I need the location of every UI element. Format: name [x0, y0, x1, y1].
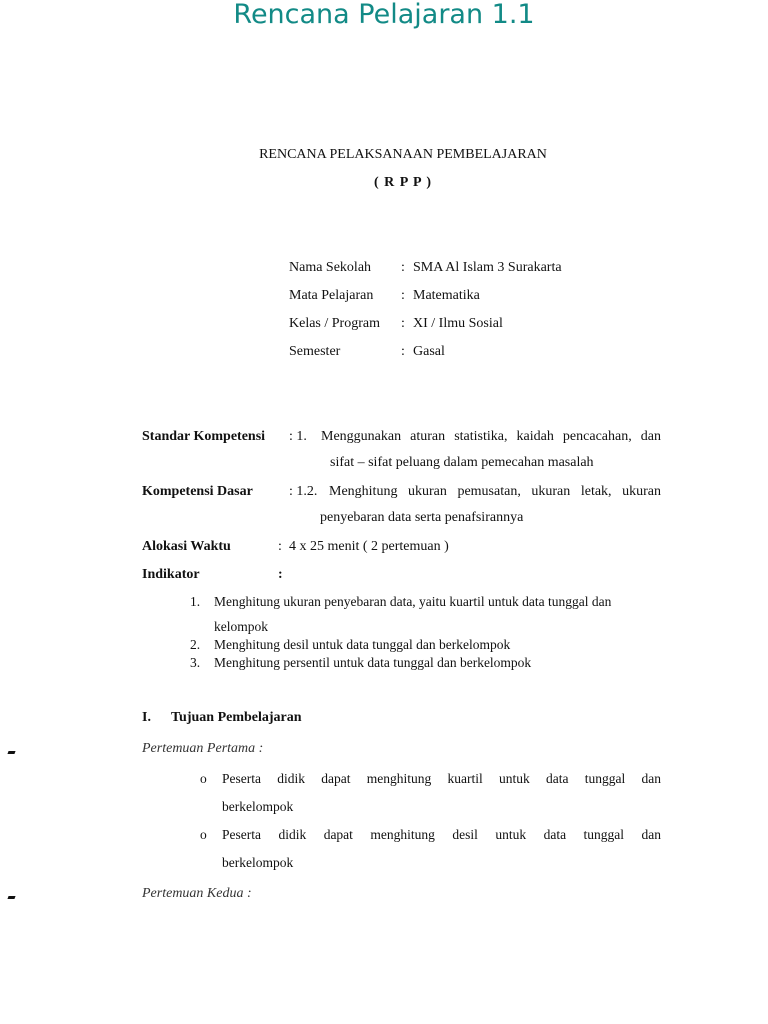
identity-label: Nama Sekolah: [289, 260, 372, 275]
standar-kompetensi-text: Menggunakan aturan statistika, kaidah pencacahan, dan: [321, 429, 661, 444]
list-item: Peserta didik dapat menghitung kuartil untuk data tunggal dan: [222, 771, 661, 786]
identity-value: SMA Al Islam 3 Surakarta: [413, 260, 562, 275]
identity-colon: :: [401, 288, 405, 303]
kompetensi-dasar-label: Kompetensi Dasar: [142, 484, 253, 499]
bullet-icon: o: [200, 827, 207, 842]
identity-value: Matematika: [413, 288, 480, 303]
identity-colon: :: [401, 344, 405, 359]
list-item: Menghitung persentil untuk data tunggal dan berkelompok: [214, 655, 532, 670]
identity-colon: :: [401, 260, 405, 275]
document-title: Rencana Pelajaran 1.1: [233, 0, 535, 30]
indikator-colon: :: [278, 567, 283, 582]
list-item-cont: kelompok: [214, 619, 268, 634]
list-item: Menghitung ukuran penyebaran data, yaitu kuartil untuk data tunggal dan: [214, 594, 612, 609]
list-item-number: 1.: [190, 594, 201, 609]
identity-label: Kelas / Program: [289, 316, 380, 331]
margin-dash-mark: [7, 751, 15, 754]
alokasi-waktu-label: Alokasi Waktu: [142, 539, 231, 554]
standar-kompetensi-label: Standar Kompetensi: [142, 429, 266, 444]
pertemuan-kedua-label: Pertemuan Kedua :: [142, 886, 252, 901]
pertemuan-pertama-label: Pertemuan Pertama :: [142, 741, 264, 756]
list-item-cont: berkelompok: [222, 855, 294, 870]
identity-label: Semester: [289, 344, 341, 359]
alokasi-waktu-colon: :: [278, 539, 282, 554]
list-item-number: 3.: [190, 655, 201, 670]
list-item: Menghitung desil untuk data tunggal dan berkelompok: [214, 637, 511, 652]
identity-value: XI / Ilmu Sosial: [413, 316, 503, 331]
list-item: Peserta didik dapat menghitung desil untuk data tunggal dan: [222, 827, 661, 842]
standar-kompetensi-number: : 1.: [289, 429, 307, 444]
identity-value: Gasal: [413, 344, 445, 359]
standar-kompetensi-text-cont: sifat – sifat peluang dalam pemecahan masalah: [330, 455, 594, 470]
list-item-number: 2.: [190, 637, 201, 652]
kompetensi-dasar-number: : 1.2.: [289, 484, 318, 499]
bullet-icon: o: [200, 771, 207, 786]
alokasi-waktu-value: 4 x 25 menit ( 2 pertemuan ): [289, 539, 449, 554]
identity-label: Mata Pelajaran: [289, 288, 374, 303]
rpp-heading: RENCANA PELAKSANAAN PEMBELAJARAN: [259, 147, 547, 162]
kompetensi-dasar-text-cont: penyebaran data serta penafsirannya: [320, 510, 524, 525]
kompetensi-dasar-text: Menghitung ukuran pemusatan, ukuran letak, ukuran: [329, 484, 661, 499]
identity-colon: :: [401, 316, 405, 331]
list-item-cont: berkelompok: [222, 799, 294, 814]
margin-dash-mark: [7, 896, 15, 899]
section-number: I.: [142, 710, 151, 725]
indikator-label: Indikator: [142, 567, 200, 582]
section-heading: Tujuan Pembelajaran: [171, 710, 302, 725]
rpp-subheading: ( R P P ): [374, 175, 432, 190]
